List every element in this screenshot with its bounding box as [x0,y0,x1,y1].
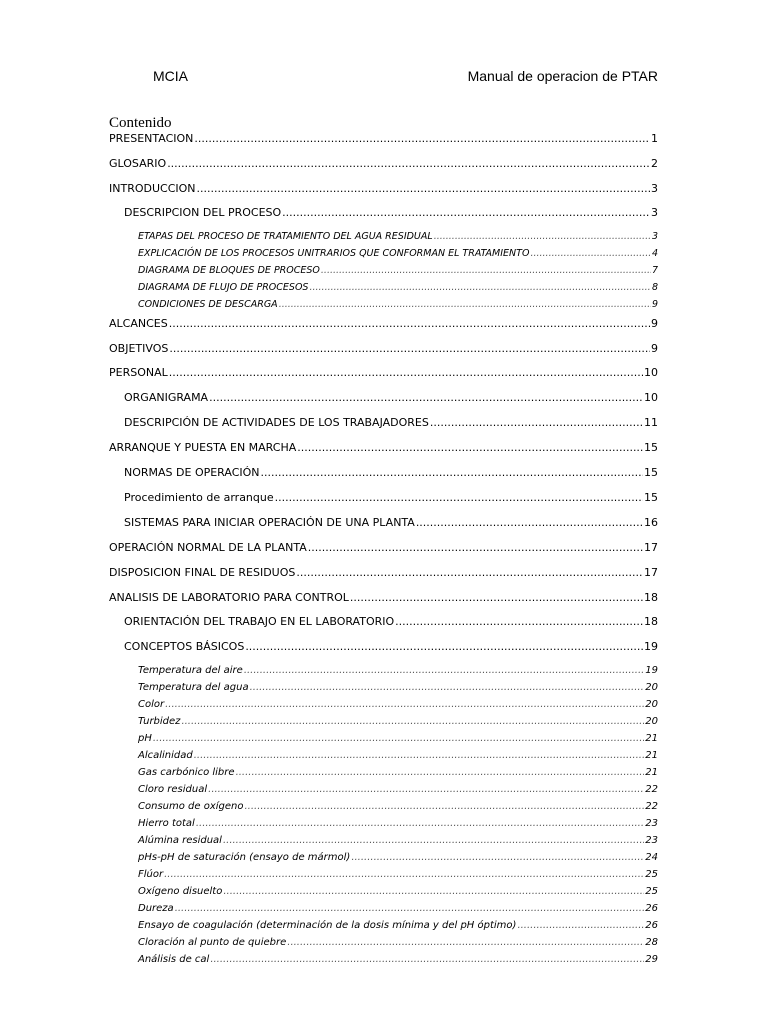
toc-entry-page: 17 [644,541,658,554]
toc-entry[interactable] [124,416,658,429]
toc-entry-page: 16 [644,516,658,529]
toc-leader-dots [395,615,643,628]
toc-entry-title: ANALISIS DE LABORATORIO PARA CONTROL [109,591,349,604]
toc-entry-title: Cloración al punto de quiebre [138,937,287,948]
toc-entry-page: 3 [651,231,658,242]
toc-leader-dots [244,801,644,812]
toc-entry-page: 22 [645,784,658,795]
toc-entry-title: ORGANIGRAMA [124,391,209,404]
toc-entry[interactable] [124,615,658,628]
toc-entry-page: 21 [645,767,658,778]
toc-entry-title: Flúor [138,869,164,880]
toc-entry-title: SISTEMAS PARA INICIAR OPERACIÓN DE UNA PLANTA [124,516,415,529]
toc-entry-title: DESCRIPCION DEL PROCESO [124,206,282,219]
toc-entry-page: 19 [645,665,658,676]
toc-entry[interactable] [124,491,658,504]
toc-entry[interactable] [138,265,658,276]
toc-entry-page: 20 [645,682,658,693]
toc-entry[interactable] [109,342,658,355]
toc-entry-page: 9 [651,342,658,355]
toc-entry[interactable] [138,818,658,829]
toc-entry-title: OPERACIÓN NORMAL DE LA PLANTA [109,541,307,554]
toc-leader-dots [416,516,643,529]
toc-entry-title: Ensayo de coagulación (determinación de la dosis mínima y del pH óptimo) [138,920,517,931]
toc-entry[interactable] [138,886,658,897]
toc-entry-title: PERSONAL [109,366,168,379]
toc-entry[interactable] [138,801,658,812]
toc-entry[interactable] [138,784,658,795]
toc-entry-title: Alúmina residual [138,835,222,846]
toc-entry-title: DIAGRAMA DE FLUJO DE PROCESOS [138,282,309,293]
toc-entry-page: 18 [644,591,658,604]
toc-leader-dots [194,750,645,761]
toc-entry[interactable] [109,157,658,170]
toc-entry-title: ALCANCES [109,317,168,330]
toc-entry-page: 29 [645,954,658,965]
toc-entry-page: 3 [651,182,658,195]
toc-entry[interactable] [138,716,658,727]
toc-entry-title: DISPOSICION FINAL DE RESIDUOS [109,566,296,579]
toc-entry-page: 25 [645,869,658,880]
toc-entry-page: 7 [651,265,658,276]
toc-entry-page: 2 [651,157,658,170]
toc-leader-dots [530,248,651,259]
toc-entry-title: Temperatura del aire [138,665,243,676]
toc-entry-title: Temperatura del agua [138,682,249,693]
toc-entry[interactable] [124,640,658,653]
toc-leader-dots [236,767,645,778]
toc-leader-dots [517,920,644,931]
toc-leader-dots [296,566,643,579]
toc-entry-title: DESCRIPCIÓN DE ACTIVIDADES DE LOS TRABAJADORES [124,416,429,429]
toc-entry-page: 18 [644,615,658,628]
toc-entry-title: Hierro total [138,818,195,829]
toc-entry[interactable] [138,869,658,880]
toc-leader-dots [167,157,650,170]
toc-leader-dots [261,466,643,479]
toc-leader-dots [208,784,644,795]
toc-entry-page: 26 [645,920,658,931]
toc-leader-dots [308,541,643,554]
toc-entry[interactable] [138,231,658,242]
toc-entry-page: 23 [645,818,658,829]
toc-entry-title: ARRANQUE Y PUESTA EN MARCHA [109,441,297,454]
toc-entry-page: 1 [651,132,658,145]
toc-entry-title: DIAGRAMA DE BLOQUES DE PROCESO [138,265,320,276]
toc-entry[interactable] [124,206,658,219]
toc-entry-page: 25 [645,886,658,897]
toc-leader-dots [210,954,644,965]
toc-leader-dots [169,366,643,379]
contents-title: Contenido [109,115,172,131]
toc-entry-page: 20 [645,716,658,727]
toc-entry-title: NORMAS DE OPERACIÓN [124,466,260,479]
toc-leader-dots [434,231,651,242]
toc-entry[interactable] [138,937,658,948]
toc-leader-dots [244,665,644,676]
toc-entry[interactable] [109,541,658,554]
toc-entry[interactable] [138,248,658,259]
toc-leader-dots [196,818,644,829]
toc-entry[interactable] [109,317,658,330]
toc-entry[interactable] [138,954,658,965]
toc-entry-page: 20 [645,699,658,710]
toc-leader-dots [197,182,650,195]
toc-leader-dots [309,282,650,293]
toc-leader-dots [350,591,643,604]
toc-leader-dots [297,441,643,454]
toc-leader-dots [430,416,643,429]
toc-entry[interactable] [138,299,658,310]
toc-leader-dots [169,317,650,330]
toc-leader-dots [223,886,644,897]
toc-entry-title: OBJETIVOS [109,342,169,355]
toc-leader-dots [351,852,644,863]
toc-entry-page: 23 [645,835,658,846]
toc-entry[interactable] [109,182,658,195]
toc-entry[interactable] [109,441,658,454]
toc-entry-page: 22 [645,801,658,812]
toc-entry[interactable] [124,391,658,404]
toc-leader-dots [175,903,645,914]
toc-entry[interactable] [138,282,658,293]
toc-entry-page: 9 [651,299,658,310]
toc-entry-page: 26 [645,903,658,914]
toc-leader-dots [181,716,644,727]
toc-entry-title: INTRODUCCION [109,182,196,195]
toc-entry-title: Dureza [138,903,174,914]
toc-entry-title: ETAPAS DEL PROCESO DE TRATAMIENTO DEL AGUA RESIDUAL [138,231,433,242]
toc-entry[interactable] [138,682,658,693]
toc-entry-page: 28 [645,937,658,948]
toc-entry-title: Color [138,699,165,710]
toc-entry-title: PRESENTACION [109,132,194,145]
toc-entry[interactable] [138,665,658,676]
toc-entry[interactable] [109,591,658,604]
toc-entry[interactable] [124,466,658,479]
toc-entry[interactable] [138,903,658,914]
toc-leader-dots [282,206,650,219]
toc-entry[interactable] [124,516,658,529]
toc-entry-page: 17 [644,566,658,579]
toc-entry[interactable] [109,132,658,145]
toc-entry-page: 3 [651,206,658,219]
toc-entry-page: 15 [644,466,658,479]
toc-entry-title: pH [138,733,152,744]
toc-entry-title: ORIENTACIÓN DEL TRABAJO EN EL LABORATORIO [124,615,395,628]
toc-entry-page: 24 [645,852,658,863]
header-right: Manual de operacion de PTAR [467,68,658,84]
toc-entry-title: Turbidez [138,716,181,727]
toc-entry-title: Consumo de oxígeno [138,801,244,812]
toc-entry-title: Gas carbónico libre [138,767,235,778]
toc-leader-dots [165,699,644,710]
toc-leader-dots [279,299,651,310]
toc-entry[interactable] [138,920,658,931]
toc-entry[interactable] [138,835,658,846]
toc-leader-dots [169,342,650,355]
toc-entry-page: 10 [644,366,658,379]
toc-entry-page: 8 [651,282,658,293]
toc-leader-dots [164,869,644,880]
toc-leader-dots [194,132,650,145]
toc-leader-dots [275,491,643,504]
toc-entry-title: Análisis de cal [138,954,210,965]
toc-leader-dots [209,391,643,404]
toc-entry-title: Cloro residual [138,784,208,795]
toc-entry[interactable] [138,750,658,761]
header-left: MCIA [153,68,188,84]
toc-entry-page: 21 [645,750,658,761]
toc-entry[interactable] [138,699,658,710]
toc-entry-title: CONDICIONES DE DESCARGA [138,299,278,310]
toc-leader-dots [250,682,645,693]
toc-entry-title: Procedimiento de arranque [124,491,274,504]
toc-entry-page: 11 [644,416,658,429]
toc-entry[interactable] [109,566,658,579]
toc-entry-page: 10 [644,391,658,404]
toc-entry-title: GLOSARIO [109,157,167,170]
toc-leader-dots [223,835,644,846]
toc-entry-title: Oxígeno disuelto [138,886,223,897]
toc-leader-dots [245,640,643,653]
toc-entry-title: Alcalinidad [138,750,193,761]
toc-entry-title: pHs-pH de saturación (ensayo de mármol) [138,852,351,863]
toc-entry[interactable] [138,733,658,744]
toc-entry-page: 15 [644,491,658,504]
toc-entry-title: CONCEPTOS BÁSICOS [124,640,245,653]
toc-entry-page: 15 [644,441,658,454]
toc-entry[interactable] [138,852,658,863]
toc-entry-page: 9 [651,317,658,330]
toc-leader-dots [321,265,651,276]
toc-entry-title: EXPLICACIÓN DE LOS PROCESOS UNITRARIOS QUE CONFORMAN EL TRATAMIENTO [138,248,530,259]
toc-entry[interactable] [138,767,658,778]
toc-entry-page: 19 [644,640,658,653]
toc-leader-dots [153,733,644,744]
toc-entry-page: 4 [651,248,658,259]
toc-entry[interactable] [109,366,658,379]
toc-leader-dots [287,937,644,948]
toc-entry-page: 21 [645,733,658,744]
